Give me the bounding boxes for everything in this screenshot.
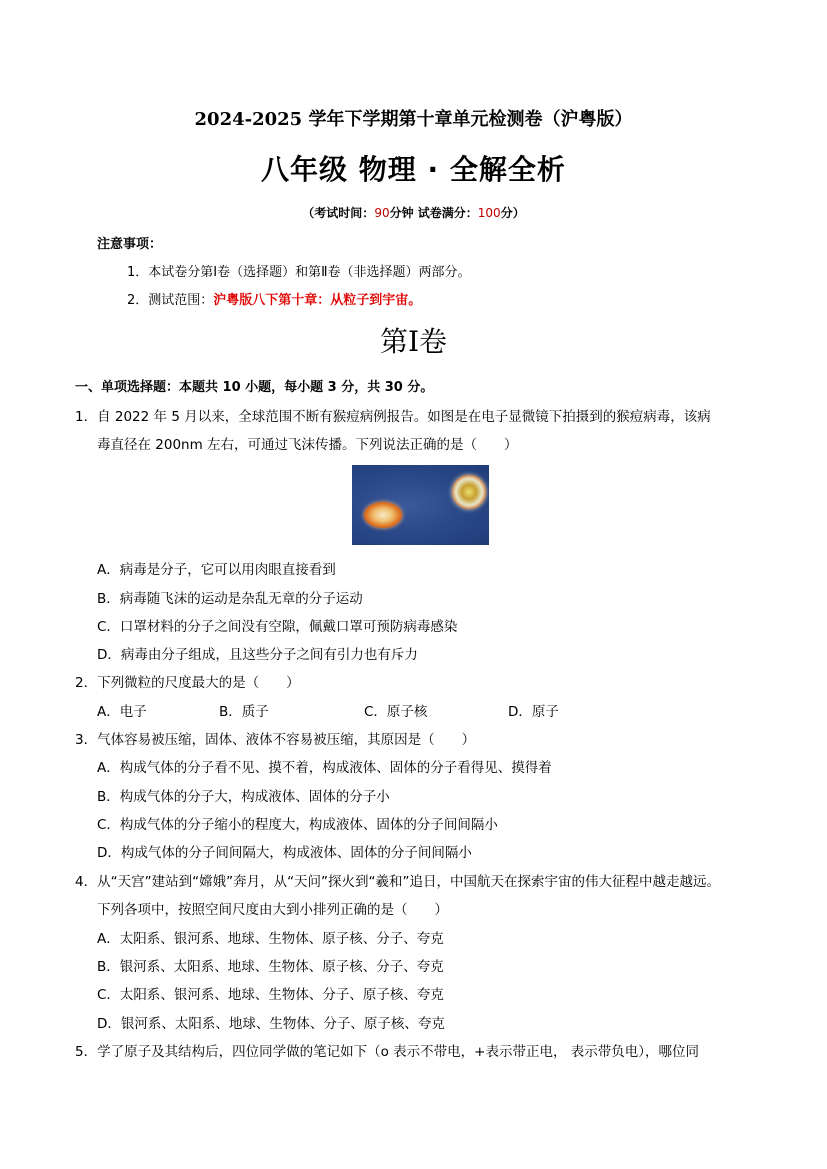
note-item-1: 1．本试卷分第Ⅰ卷（选择题）和第Ⅱ卷（非选择题）两部分。	[127, 265, 471, 280]
exam-time-prefix: （考试时间：	[302, 206, 375, 220]
question-2-stem: 2．下列微粒的尺度最大的是（ ）	[75, 675, 300, 691]
question-2-option-a: A．电子	[97, 704, 147, 720]
question-2-option-b: B．质子	[219, 704, 269, 720]
exam-score-suffix: 分）	[500, 206, 525, 220]
note-item-2	[127, 289, 421, 308]
question-4-option-a: A．太阳系、银河系、地球、生物体、原子核、分子、夸克	[97, 931, 444, 947]
question-3-option-c: C．构成气体的分子缩小的程度大，构成液体、固体的分子间间隔小	[97, 817, 498, 833]
question-1-option-c: C．口罩材料的分子之间没有空隙，佩戴口罩可预防病毒感染	[97, 619, 458, 635]
question-1-option-b: B．病毒随飞沫的运动是杂乱无章的分子运动	[97, 591, 363, 607]
note-item-2-prefix: 2．测试范围：	[127, 293, 214, 308]
virus-micrograph-image	[352, 465, 489, 545]
question-1-option-d: D．病毒由分子组成，且这些分子之间有引力也有斥力	[97, 647, 418, 663]
question-2-option-c: C．原子核	[364, 704, 428, 720]
exam-time-suffix: 分钟 试卷满分：	[389, 206, 478, 220]
document-subtitle: 八年级 物理 · 全解全析	[261, 153, 566, 186]
question-1-line-2: 毒直径在 200nm 左右，可通过飞沫传播。下列说法正确的是（ ）	[97, 437, 518, 453]
note-item-2-scope: 沪粤版八下第十章：从粒子到宇宙。	[213, 293, 422, 308]
virus-particle	[452, 475, 486, 509]
question-2-option-d: D．原子	[508, 704, 559, 720]
document-title: 2024-2025 学年下学期第十章单元检测卷（沪粤版）	[194, 109, 633, 130]
volume-title: 第Ⅰ卷	[379, 325, 448, 358]
exam-score-value: 100	[477, 206, 501, 220]
question-4-option-b: B．银河系、太阳系、地球、生物体、原子核、分子、夸克	[97, 959, 444, 975]
virus-particle	[364, 502, 402, 528]
question-4-line-2: 下列各项中，按照空间尺度由大到小排列正确的是（ ）	[97, 902, 448, 918]
section-heading: 一、单项选择题：本题共 10 小题，每小题 3 分，共 30 分。	[75, 380, 434, 395]
exam-time-value: 90	[374, 206, 390, 220]
question-1-line-1: 1．自 2022 年 5 月以来，全球范围不断有猴痘病例报告。如图是在电子显微镜下拍摄到的猴痘病毒，该病	[75, 409, 711, 425]
question-3-option-b: B．构成气体的分子大，构成液体、固体的分子小	[97, 789, 390, 805]
question-4-line-1: 4．从“天宫”建站到“嫦娥”奔月，从“天问”探火到“羲和”追日，中国航天在探索宇宙的伟大征程中越走越远。	[75, 874, 721, 890]
question-1-option-a: A．病毒是分子，它可以用肉眼直接看到	[97, 562, 336, 578]
question-3-option-a: A．构成气体的分子看不见、摸不着，构成液体、固体的分子看得见、摸得着	[97, 760, 552, 776]
question-3-option-d: D．构成气体的分子间间隔大，构成液体、固体的分子间间隔小	[97, 845, 472, 861]
notes-heading: 注意事项：	[97, 237, 163, 252]
question-4-option-d: D．银河系、太阳系、地球、生物体、分子、原子核、夸克	[97, 1016, 445, 1032]
question-4-option-c: C．太阳系、银河系、地球、生物体、分子、原子核、夸克	[97, 987, 444, 1003]
question-5-line-1: 5．学了原子及其结构后，四位同学做的笔记如下（o 表示不带电，+表示带正电， 表示带负电），哪位同	[75, 1044, 699, 1060]
question-3-stem: 3．气体容易被压缩，固体、液体不容易被压缩，其原因是（ ）	[75, 732, 476, 748]
exam-info	[0, 204, 827, 221]
